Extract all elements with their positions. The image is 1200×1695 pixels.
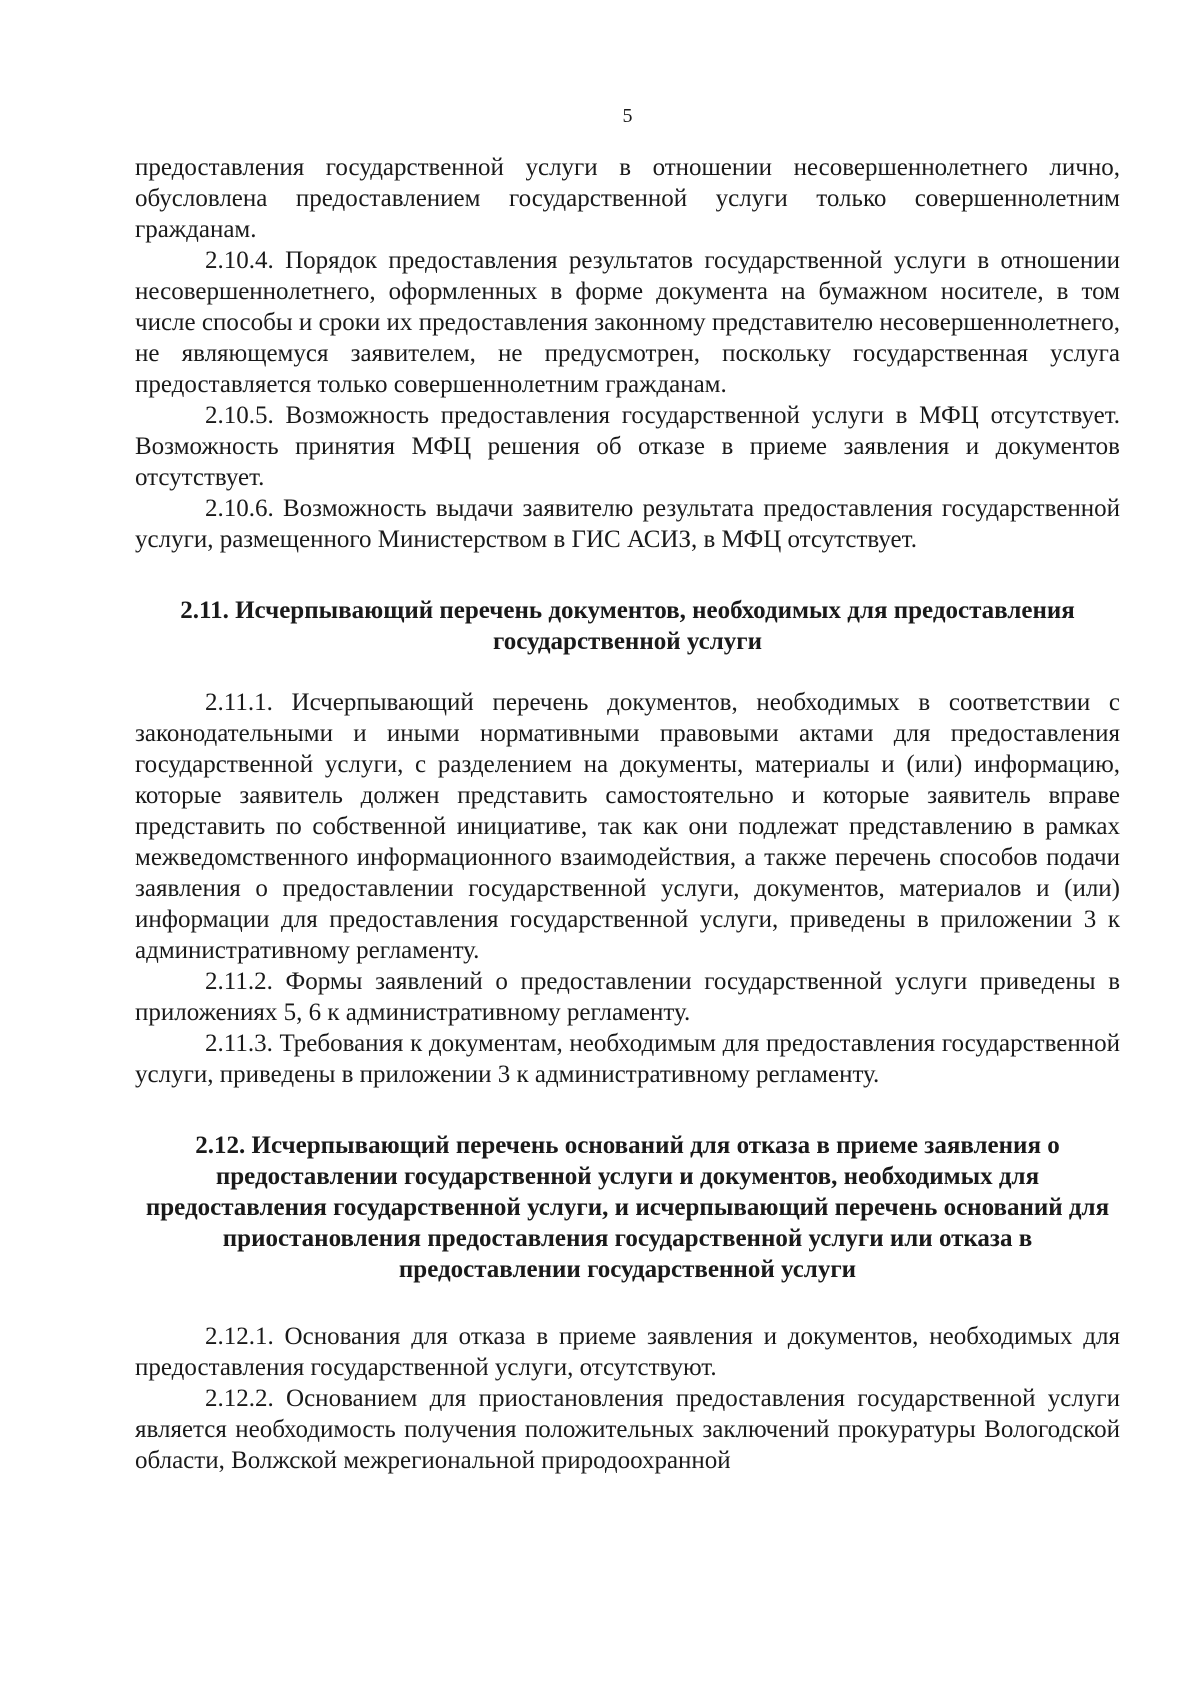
paragraph-2-11-1: 2.11.1. Исчерпывающий перечень документов, необходимых в соответствии с законодательными и иными нормативными правовыми актами для предоставления государственной услуги, с разделением на документы, материалы и (или) информацию, которые заявитель должен представить самостоятельно и которые заявитель вправе представить по собственной инициативе, так как они подлежат представлению в рамках межведомственного информационного взаимодействия, а также перечень способов подачи заявления о предоставлении государственной услуги, документов, материалов и (или) информации для предоставления государственной услуги, приведены в приложении 3 к административному регламенту. xyxy=(135,689,1120,964)
section-heading-2-11: 2.11. Исчерпывающий перечень документов, необходимых для предоставления государственной услуги xyxy=(180,597,1075,655)
paragraph-2-11-3: 2.11.3. Требования к документам, необходимым для предоставления государственной услуги, приведены в приложении 3 к административному регламенту. xyxy=(135,1030,1120,1088)
paragraph-2-10-4: 2.10.4. Порядок предоставления результатов государственной услуги в отношении несовершеннолетнего, оформленных в форме документа на бумажном носителе, в том числе способы и сроки их предоставления законному представителю несовершеннолетнего, не являющемуся заявителем, не предусмотрен, поскольку государственная услуга предоставляется только совершеннолетним гражданам. xyxy=(135,247,1120,398)
paragraph-continuation: предоставления государственной услуги в отношении несовершеннолетнего лично, обусловлена предоставлением государственной услуги только совершеннолетним гражданам. xyxy=(135,154,1120,243)
paragraph-2-11-2: 2.11.2. Формы заявлений о предоставлении государственной услуги приведены в приложениях 5, 6 к административному регламенту. xyxy=(135,968,1120,1026)
paragraph-2-10-5: 2.10.5. Возможность предоставления государственной услуги в МФЦ отсутствует. Возможность принятия МФЦ решения об отказе в приеме заявления и документов отсутствует. xyxy=(135,402,1120,491)
page-number: 5 xyxy=(622,105,633,127)
section-heading-2-12: 2.12. Исчерпывающий перечень оснований для отказа в приеме заявления о предоставлении государственной услуги и документов, необходимых для предоставления государственной услуги, и исчерпывающий перечень оснований для приостановления предоставления государственной услуги или отказа в предоставлении государственной услуги xyxy=(145,1132,1110,1283)
paragraph-2-10-6: 2.10.6. Возможность выдачи заявителю результата предоставления государственной услуги, размещенного Министерством в ГИС АСИЗ, в МФЦ отсутствует. xyxy=(135,495,1120,553)
paragraph-2-12-1: 2.12.1. Основания для отказа в приеме заявления и документов, необходимых для предоставления государственной услуги, отсутствуют. xyxy=(135,1323,1120,1381)
paragraph-2-12-2: 2.12.2. Основанием для приостановления предоставления государственной услуги является необходимость получения положительных заключений прокуратуры Вологодской области, Волжской межрегиональной природоохранной xyxy=(135,1385,1120,1474)
document-page xyxy=(135,104,1120,1476)
